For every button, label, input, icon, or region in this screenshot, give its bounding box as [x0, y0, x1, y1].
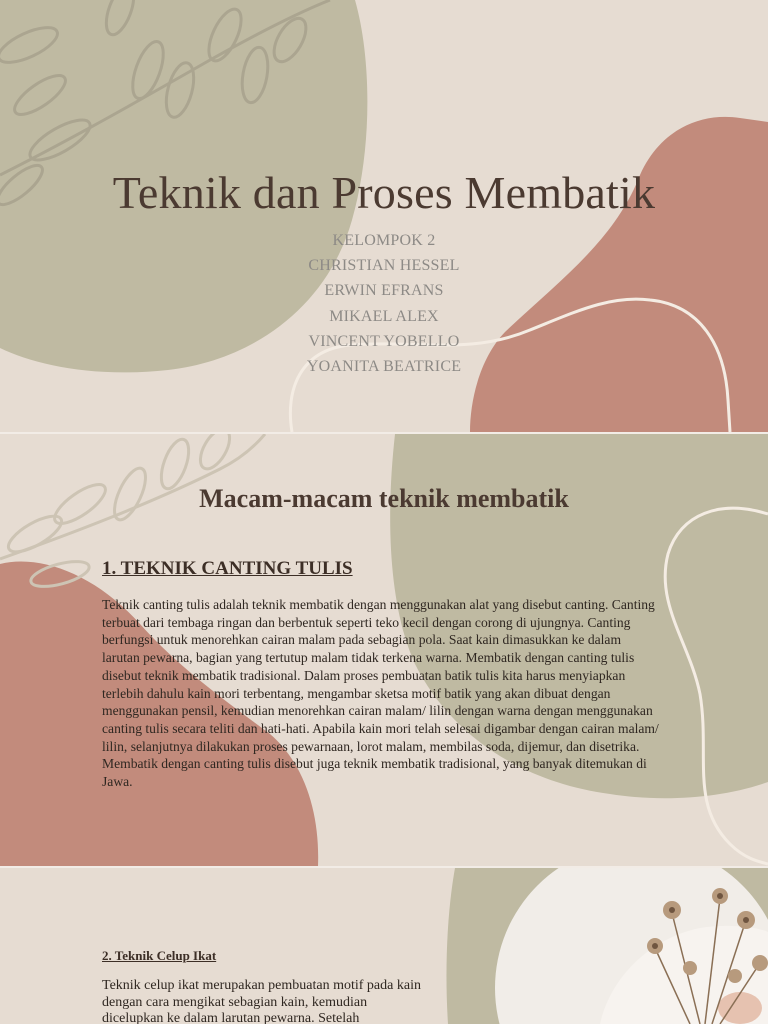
member-name: ERWIN EFRANS: [324, 282, 444, 300]
section-heading: 2. Teknik Celup Ikat: [102, 948, 217, 963]
member-name: MIKAEL ALEX: [329, 307, 439, 325]
body-paragraph: Teknik celup ikat merupakan pembuatan motif pada kain dengan cara mengikat sebagian kain, kemudian dicelupkan ke dalam larutan pewarna. Setelah: [102, 978, 421, 1024]
slide-celup-ikat: [0, 868, 768, 1024]
member-name: VINCENT YOBELLO: [308, 332, 460, 350]
group-member-list: [0, 228, 768, 379]
presentation-title: Teknik dan Proses Membatik: [112, 167, 656, 218]
slide-canting-tulis: [0, 434, 768, 866]
member-name: CHRISTIAN HESSEL: [308, 257, 460, 275]
slide-title: [0, 0, 768, 432]
slide-heading: Macam-macam teknik membatik: [199, 484, 569, 513]
member-name: YOANITA BEATRICE: [306, 358, 462, 376]
group-name: KELOMPOK 2: [332, 232, 436, 249]
body-paragraph: Teknik canting tulis adalah teknik membatik dengan menggunakan alat yang disebut canting. Canting terbuat dari tembaga ringan dan berbentuk seperti teko kecil dengan corong di ujungnya. Canting berfungsi untuk menorehkan cairan malam pada sebagian pola. Saat kain dimasukkan ke dalam larutan pewarna, bagian yang tertutup malam tidak terkena warna. Membatik dengan canting tulis disebut teknik membatik tradisional. Dalam proses pembuatan batik tulis kita harus menyiapkan terlebih dahulu kain mori terbentang, mengambar sketsa motif batik yang akan dibuat dengan menggunakan pensil, kemudian menorehkan cairan malam/ lilin dengan warna dengan menggunakan canting tulis secara teliti dan hati-hati. Apabila kain mori telah selesai digambar dengan cairan malam/ lilin, selanjutnya dilakukan proses pewarnaan, lorot malam, membilas soda, dijemur, dan disetrika. Membatik dengan canting tulis disebut juga teknik membatik tradisional, yang banyak ditemukan di Jawa.: [102, 597, 659, 790]
section-heading: 1. TEKNIK CANTING TULIS: [102, 558, 353, 579]
flower-photo-image: [495, 868, 768, 1024]
